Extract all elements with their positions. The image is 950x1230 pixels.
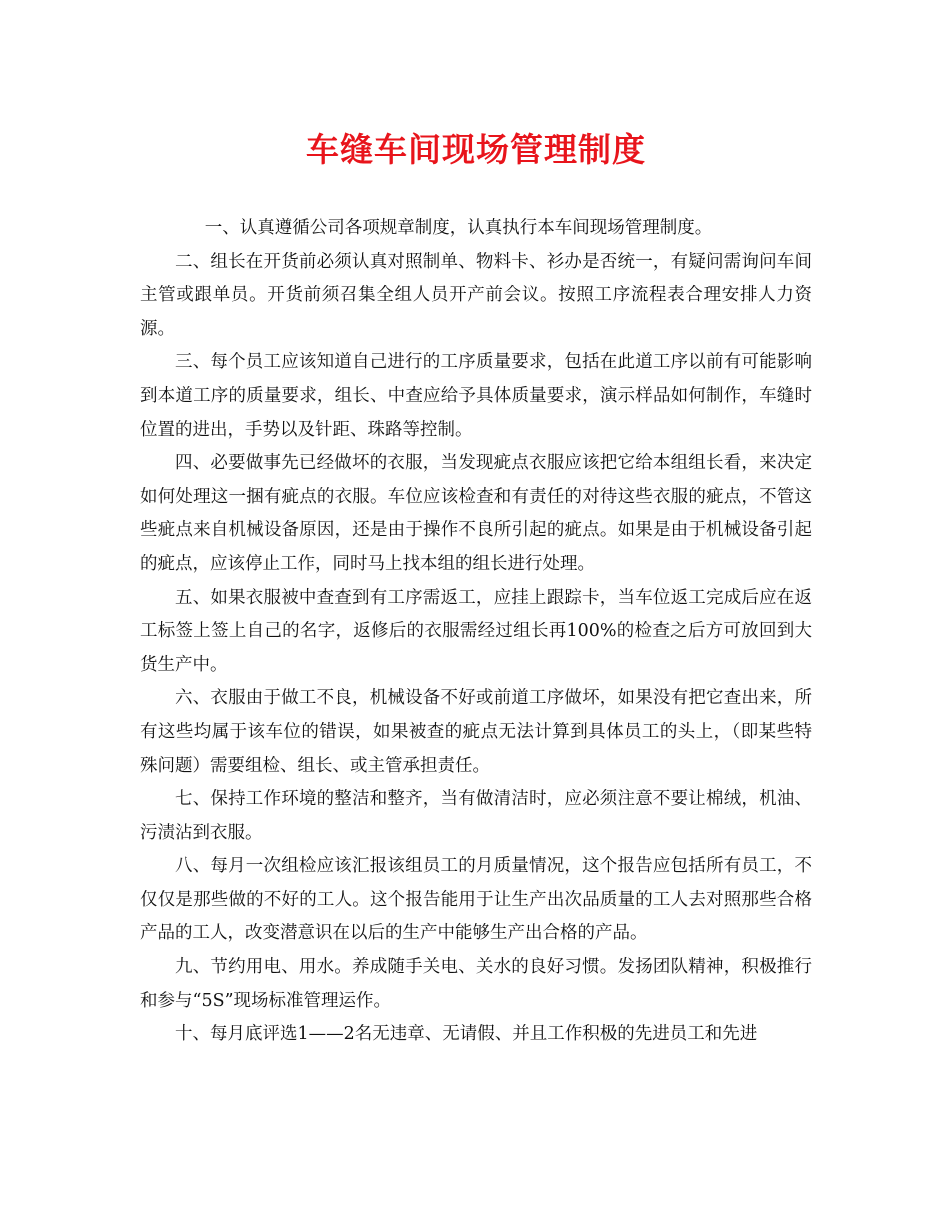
paragraph-7: 七、保持工作环境的整洁和整齐，当有做清洁时，应必须注意不要让棉绒，机油、污渍沾到衣服。 [140,789,812,843]
paragraph-10: 十、每月底评选1——2名无违章、无请假、并且工作积极的先进员工和先进 [175,1024,758,1045]
document-body [140,212,812,1052]
paragraph-1: 一、认真遵循公司各项规章制度，认真执行本车间现场管理制度。 [204,218,713,238]
paragraph-9: 九、节约用电、用水。养成随手关电、关水的良好习惯。发扬团队精神，积极推行和参与“5S”现场标准管理运作。 [140,957,812,1011]
paragraph-3: 三、每个员工应该知道自己进行的工序质量要求，包括在此道工序以前有可能影响到本道工序的质量要求，组长、中查应给予具体质量要求，演示样品如何制作，车缝时位置的进出，手势以及针距、珠路等控制。 [140,352,812,440]
paragraph-8: 八、每月一次组检应该汇报该组员工的月质量情况，这个报告应包括所有员工，不仅仅是那些做的不好的工人。这个报告能用于让生产出次品质量的工人去对照那些合格产品的工人，改变潜意识在以后的生产中能够生产出合格的产品。 [140,856,812,944]
paragraph-6: 六、衣服由于做工不良，机械设备不好或前道工序做坏，如果没有把它查出来，所有这些均属于该车位的错误，如果被查的疵点无法计算到具体员工的头上，（即某些特殊问题）需要组检、组长、或主管承担责任。 [140,688,812,776]
paragraph-5: 五、如果衣服被中查查到有工序需返工，应挂上跟踪卡，当车位返工完成后应在返工标签上签上自己的名字，返修后的衣服需经过组长再100%的检查之后方可放回到大货生产中。 [140,587,812,675]
document-title: 车缝车间现场管理制度 [306,130,646,169]
paragraph-4: 四、必要做事先已经做坏的衣服，当发现疵点衣服应该把它给本组组长看，来决定如何处理这一捆有疵点的衣服。车位应该检查和有责任的对待这些衣服的疵点，不管这些疵点来自机械设备原因，还是由于操作不良所引起的疵点。如果是由于机械设备引起的疵点，应该停止工作，同时马上找本组的组长进行处理。 [140,453,812,574]
paragraph-2: 二、组长在开货前必须认真对照制单、物料卡、衫办是否统一，有疑问需询问车间主管或跟单员。开货前须召集全组人员开产前会议。按照工序流程表合理安排人力资源。 [140,251,812,339]
